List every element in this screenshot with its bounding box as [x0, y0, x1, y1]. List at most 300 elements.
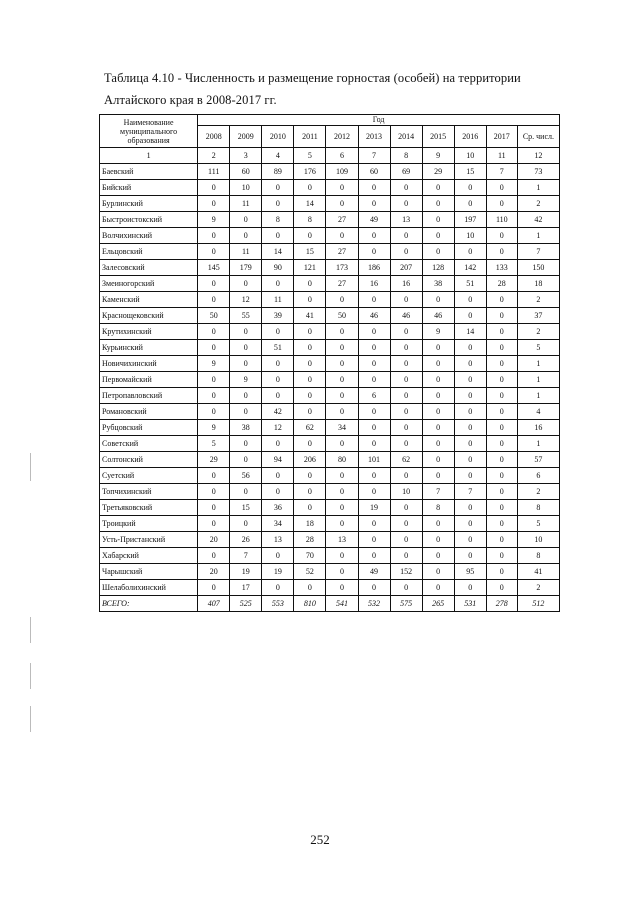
value-cell: 0: [326, 292, 358, 308]
value-cell: 5: [517, 340, 559, 356]
value-cell: 0: [486, 292, 517, 308]
table-row: [100, 340, 560, 356]
value-cell: 0: [326, 548, 358, 564]
caption-line-1: Таблица 4.10 - Численность и размещение горностая (особей) на территории: [104, 71, 521, 85]
value-cell: 20: [198, 564, 230, 580]
value-cell: 0: [358, 372, 390, 388]
value-cell: 0: [230, 356, 262, 372]
value-cell: 0: [198, 500, 230, 516]
value-cell: 0: [454, 180, 486, 196]
value-cell: 0: [198, 404, 230, 420]
value-cell: 0: [262, 356, 294, 372]
value-cell: 109: [326, 164, 358, 180]
value-cell: 13: [262, 532, 294, 548]
value-cell: 0: [486, 484, 517, 500]
value-cell: 11: [230, 196, 262, 212]
value-cell: 0: [198, 276, 230, 292]
year-header-cell: Ср. числ.: [517, 126, 559, 148]
total-value-cell: 810: [294, 596, 326, 612]
table-row: [100, 580, 560, 596]
value-cell: 206: [294, 452, 326, 468]
value-cell: 0: [198, 244, 230, 260]
value-cell: 145: [198, 260, 230, 276]
value-cell: 0: [198, 228, 230, 244]
value-cell: 0: [454, 548, 486, 564]
value-cell: 5: [198, 436, 230, 452]
year-group-header: Год: [198, 115, 560, 126]
value-cell: 0: [486, 516, 517, 532]
value-cell: 0: [486, 340, 517, 356]
value-cell: 0: [422, 548, 454, 564]
value-cell: 37: [517, 308, 559, 324]
value-cell: 0: [198, 196, 230, 212]
value-cell: 0: [294, 500, 326, 516]
value-cell: 14: [294, 196, 326, 212]
value-cell: 0: [422, 532, 454, 548]
value-cell: 0: [358, 356, 390, 372]
value-cell: 0: [486, 228, 517, 244]
value-cell: 0: [230, 436, 262, 452]
table-row: [100, 452, 560, 468]
column-number-cell: 11: [486, 148, 517, 164]
district-name-cell: Ельцовский: [100, 244, 198, 260]
value-cell: 0: [422, 452, 454, 468]
table-row: [100, 228, 560, 244]
value-cell: 19: [262, 564, 294, 580]
value-cell: 0: [454, 196, 486, 212]
district-name-cell: Романовский: [100, 404, 198, 420]
value-cell: 0: [390, 340, 422, 356]
year-header-cell: 2016: [454, 126, 486, 148]
value-cell: 73: [517, 164, 559, 180]
district-name-cell: Суетский: [100, 468, 198, 484]
scan-mark: [30, 453, 31, 481]
total-value-cell: 575: [390, 596, 422, 612]
value-cell: 186: [358, 260, 390, 276]
column-number-cell: 5: [294, 148, 326, 164]
value-cell: 0: [454, 404, 486, 420]
value-cell: 0: [262, 580, 294, 596]
value-cell: 0: [390, 532, 422, 548]
value-cell: 0: [294, 580, 326, 596]
value-cell: 51: [454, 276, 486, 292]
value-cell: 0: [326, 228, 358, 244]
value-cell: 57: [517, 452, 559, 468]
value-cell: 0: [198, 324, 230, 340]
value-cell: 8: [294, 212, 326, 228]
value-cell: 0: [326, 436, 358, 452]
value-cell: 0: [230, 388, 262, 404]
value-cell: 15: [294, 244, 326, 260]
value-cell: 42: [517, 212, 559, 228]
district-name-cell: Чарышский: [100, 564, 198, 580]
value-cell: 0: [486, 324, 517, 340]
value-cell: 0: [326, 180, 358, 196]
value-cell: 0: [486, 564, 517, 580]
data-table: [99, 114, 560, 612]
value-cell: 50: [198, 308, 230, 324]
value-cell: 0: [198, 372, 230, 388]
value-cell: 8: [517, 500, 559, 516]
value-cell: 2: [517, 324, 559, 340]
value-cell: 0: [326, 372, 358, 388]
value-cell: 0: [454, 292, 486, 308]
value-cell: 36: [262, 500, 294, 516]
value-cell: 10: [230, 180, 262, 196]
value-cell: 0: [326, 564, 358, 580]
table-row: [100, 196, 560, 212]
value-cell: 0: [294, 180, 326, 196]
value-cell: 0: [390, 388, 422, 404]
year-header-cell: 2008: [198, 126, 230, 148]
value-cell: 0: [358, 548, 390, 564]
value-cell: 14: [262, 244, 294, 260]
value-cell: 0: [326, 404, 358, 420]
value-cell: 15: [454, 164, 486, 180]
value-cell: 0: [358, 404, 390, 420]
table-row: [100, 276, 560, 292]
value-cell: 0: [486, 500, 517, 516]
value-cell: 19: [230, 564, 262, 580]
column-number-cell: 10: [454, 148, 486, 164]
value-cell: 0: [390, 404, 422, 420]
value-cell: 8: [262, 212, 294, 228]
value-cell: 0: [390, 420, 422, 436]
value-cell: 12: [230, 292, 262, 308]
district-name-cell: Бийский: [100, 180, 198, 196]
value-cell: 0: [422, 564, 454, 580]
value-cell: 111: [198, 164, 230, 180]
district-name-cell: Бурлинский: [100, 196, 198, 212]
column-number-cell: 4: [262, 148, 294, 164]
value-cell: 0: [262, 372, 294, 388]
value-cell: 207: [390, 260, 422, 276]
value-cell: 0: [294, 292, 326, 308]
value-cell: 0: [294, 404, 326, 420]
district-name-cell: Краснощековский: [100, 308, 198, 324]
value-cell: 17: [230, 580, 262, 596]
value-cell: 0: [486, 404, 517, 420]
value-cell: 2: [517, 196, 559, 212]
value-cell: 70: [294, 548, 326, 564]
value-cell: 0: [454, 452, 486, 468]
value-cell: 0: [230, 228, 262, 244]
total-row: [100, 596, 560, 612]
value-cell: 0: [422, 180, 454, 196]
year-header-cell: 2015: [422, 126, 454, 148]
value-cell: 0: [358, 324, 390, 340]
value-cell: 0: [390, 292, 422, 308]
value-cell: 2: [517, 580, 559, 596]
district-name-cell: Каменский: [100, 292, 198, 308]
value-cell: 94: [262, 452, 294, 468]
year-header-cell: 2013: [358, 126, 390, 148]
value-cell: 0: [486, 372, 517, 388]
value-cell: 49: [358, 212, 390, 228]
value-cell: 41: [294, 308, 326, 324]
total-value-cell: 407: [198, 596, 230, 612]
page-number: 252: [310, 832, 330, 847]
value-cell: 0: [390, 516, 422, 532]
value-cell: 0: [358, 420, 390, 436]
value-cell: 0: [294, 356, 326, 372]
value-cell: 0: [358, 340, 390, 356]
value-cell: 110: [486, 212, 517, 228]
value-cell: 0: [198, 180, 230, 196]
value-cell: 27: [326, 244, 358, 260]
value-cell: 11: [230, 244, 262, 260]
year-header-cell: 2017: [486, 126, 517, 148]
value-cell: 10: [390, 484, 422, 500]
value-cell: 11: [262, 292, 294, 308]
scan-mark: [30, 706, 31, 732]
value-cell: 128: [422, 260, 454, 276]
district-name-cell: Третьяковский: [100, 500, 198, 516]
table-caption: [104, 67, 574, 111]
value-cell: 0: [294, 388, 326, 404]
value-cell: 7: [422, 484, 454, 500]
value-cell: 69: [390, 164, 422, 180]
table-row: [100, 308, 560, 324]
caption-line-2: Алтайского края в 2008-2017 гг.: [104, 93, 277, 107]
value-cell: 6: [517, 468, 559, 484]
district-name-cell: Курьинский: [100, 340, 198, 356]
total-value-cell: 541: [326, 596, 358, 612]
value-cell: 18: [517, 276, 559, 292]
value-cell: 0: [486, 196, 517, 212]
value-cell: 0: [326, 468, 358, 484]
value-cell: 10: [454, 228, 486, 244]
value-cell: 8: [422, 500, 454, 516]
value-cell: 0: [422, 516, 454, 532]
value-cell: 0: [326, 388, 358, 404]
value-cell: 9: [198, 356, 230, 372]
value-cell: 0: [390, 228, 422, 244]
value-cell: 150: [517, 260, 559, 276]
value-cell: 0: [390, 196, 422, 212]
value-cell: 142: [454, 260, 486, 276]
value-cell: 0: [454, 420, 486, 436]
value-cell: 2: [517, 292, 559, 308]
value-cell: 38: [422, 276, 454, 292]
value-cell: 0: [358, 244, 390, 260]
district-name-cell: Шелаболихинский: [100, 580, 198, 596]
value-cell: 0: [358, 228, 390, 244]
value-cell: 0: [422, 292, 454, 308]
value-cell: 0: [454, 244, 486, 260]
table-row: [100, 564, 560, 580]
column-number-cell: 2: [198, 148, 230, 164]
value-cell: 0: [230, 212, 262, 228]
value-cell: 0: [390, 436, 422, 452]
value-cell: 0: [486, 452, 517, 468]
year-header-cell: 2009: [230, 126, 262, 148]
value-cell: 14: [454, 324, 486, 340]
value-cell: 0: [198, 484, 230, 500]
total-value-cell: 531: [454, 596, 486, 612]
value-cell: 0: [422, 420, 454, 436]
district-name-cell: Залесовский: [100, 260, 198, 276]
value-cell: 29: [198, 452, 230, 468]
table-row: [100, 372, 560, 388]
column-number-cell: 12: [517, 148, 559, 164]
district-name-cell: Хабарский: [100, 548, 198, 564]
table-row: [100, 500, 560, 516]
value-cell: 41: [517, 564, 559, 580]
value-cell: 7: [454, 484, 486, 500]
district-name-cell: Советский: [100, 436, 198, 452]
value-cell: 0: [262, 228, 294, 244]
value-cell: 0: [262, 196, 294, 212]
value-cell: 4: [517, 404, 559, 420]
total-label: ВСЕГО:: [100, 596, 198, 612]
value-cell: 1: [517, 372, 559, 388]
district-name-cell: Рубцовский: [100, 420, 198, 436]
district-name-cell: Петропавловский: [100, 388, 198, 404]
column-number-cell: 9: [422, 148, 454, 164]
value-cell: 0: [326, 340, 358, 356]
value-cell: 1: [517, 180, 559, 196]
column-number-cell: 3: [230, 148, 262, 164]
value-cell: 0: [422, 580, 454, 596]
value-cell: 0: [262, 324, 294, 340]
value-cell: 7: [486, 164, 517, 180]
value-cell: 0: [454, 372, 486, 388]
table-row: [100, 356, 560, 372]
total-value-cell: 512: [517, 596, 559, 612]
value-cell: 0: [294, 228, 326, 244]
value-cell: 0: [390, 372, 422, 388]
value-cell: 0: [230, 324, 262, 340]
value-cell: 197: [454, 212, 486, 228]
value-cell: 0: [294, 468, 326, 484]
value-cell: 121: [294, 260, 326, 276]
value-cell: 0: [422, 388, 454, 404]
value-cell: 0: [326, 500, 358, 516]
value-cell: 176: [294, 164, 326, 180]
table-row: [100, 532, 560, 548]
value-cell: 0: [454, 340, 486, 356]
column-number-cell: 7: [358, 148, 390, 164]
district-name-cell: Крутихинский: [100, 324, 198, 340]
name-column-header: Наименование муниципального образования: [100, 115, 198, 148]
value-cell: 28: [294, 532, 326, 548]
value-cell: 0: [230, 276, 262, 292]
value-cell: 1: [517, 388, 559, 404]
value-cell: 13: [326, 532, 358, 548]
value-cell: 9: [230, 372, 262, 388]
value-cell: 0: [262, 468, 294, 484]
value-cell: 0: [198, 468, 230, 484]
value-cell: 55: [230, 308, 262, 324]
table-row: [100, 548, 560, 564]
district-name-cell: Волчихинский: [100, 228, 198, 244]
value-cell: 0: [390, 244, 422, 260]
value-cell: 0: [486, 180, 517, 196]
value-cell: 42: [262, 404, 294, 420]
value-cell: 0: [454, 580, 486, 596]
value-cell: 80: [326, 452, 358, 468]
value-cell: 0: [422, 372, 454, 388]
value-cell: 0: [198, 292, 230, 308]
value-cell: 39: [262, 308, 294, 324]
district-name-cell: Быстроистокский: [100, 212, 198, 228]
value-cell: 29: [422, 164, 454, 180]
table-row: [100, 212, 560, 228]
value-cell: 0: [230, 516, 262, 532]
year-header-cell: 2010: [262, 126, 294, 148]
value-cell: 0: [486, 244, 517, 260]
table-row: [100, 404, 560, 420]
table-body: [100, 148, 560, 612]
value-cell: 0: [390, 548, 422, 564]
value-cell: 49: [358, 564, 390, 580]
column-number-cell: 8: [390, 148, 422, 164]
value-cell: 0: [390, 580, 422, 596]
value-cell: 9: [198, 420, 230, 436]
value-cell: 16: [358, 276, 390, 292]
table-row: [100, 292, 560, 308]
value-cell: 0: [358, 532, 390, 548]
value-cell: 0: [390, 180, 422, 196]
value-cell: 28: [486, 276, 517, 292]
value-cell: 0: [294, 324, 326, 340]
value-cell: 0: [422, 212, 454, 228]
value-cell: 0: [422, 468, 454, 484]
value-cell: 0: [422, 356, 454, 372]
table-row: [100, 324, 560, 340]
value-cell: 0: [358, 180, 390, 196]
value-cell: 0: [262, 276, 294, 292]
table-row: [100, 468, 560, 484]
value-cell: 0: [390, 500, 422, 516]
district-name-cell: Троицкий: [100, 516, 198, 532]
value-cell: 0: [486, 548, 517, 564]
district-name-cell: Баевский: [100, 164, 198, 180]
value-cell: 46: [358, 308, 390, 324]
value-cell: 0: [294, 340, 326, 356]
value-cell: 0: [454, 468, 486, 484]
value-cell: 0: [486, 532, 517, 548]
value-cell: 62: [294, 420, 326, 436]
year-header-cell: 2011: [294, 126, 326, 148]
value-cell: 18: [294, 516, 326, 532]
year-header-cell: 2012: [326, 126, 358, 148]
table-row: [100, 436, 560, 452]
value-cell: 26: [230, 532, 262, 548]
value-cell: 90: [262, 260, 294, 276]
total-value-cell: 532: [358, 596, 390, 612]
value-cell: 0: [390, 356, 422, 372]
value-cell: 0: [230, 340, 262, 356]
value-cell: 0: [358, 484, 390, 500]
value-cell: 0: [326, 580, 358, 596]
value-cell: 6: [358, 388, 390, 404]
value-cell: 0: [326, 516, 358, 532]
value-cell: 101: [358, 452, 390, 468]
value-cell: 95: [454, 564, 486, 580]
value-cell: 0: [486, 468, 517, 484]
value-cell: 27: [326, 276, 358, 292]
value-cell: 0: [422, 228, 454, 244]
value-cell: 0: [326, 324, 358, 340]
year-header-cell: 2014: [390, 126, 422, 148]
value-cell: 0: [486, 580, 517, 596]
value-cell: 0: [422, 244, 454, 260]
value-cell: 7: [517, 244, 559, 260]
value-cell: 0: [326, 196, 358, 212]
table-row: [100, 388, 560, 404]
